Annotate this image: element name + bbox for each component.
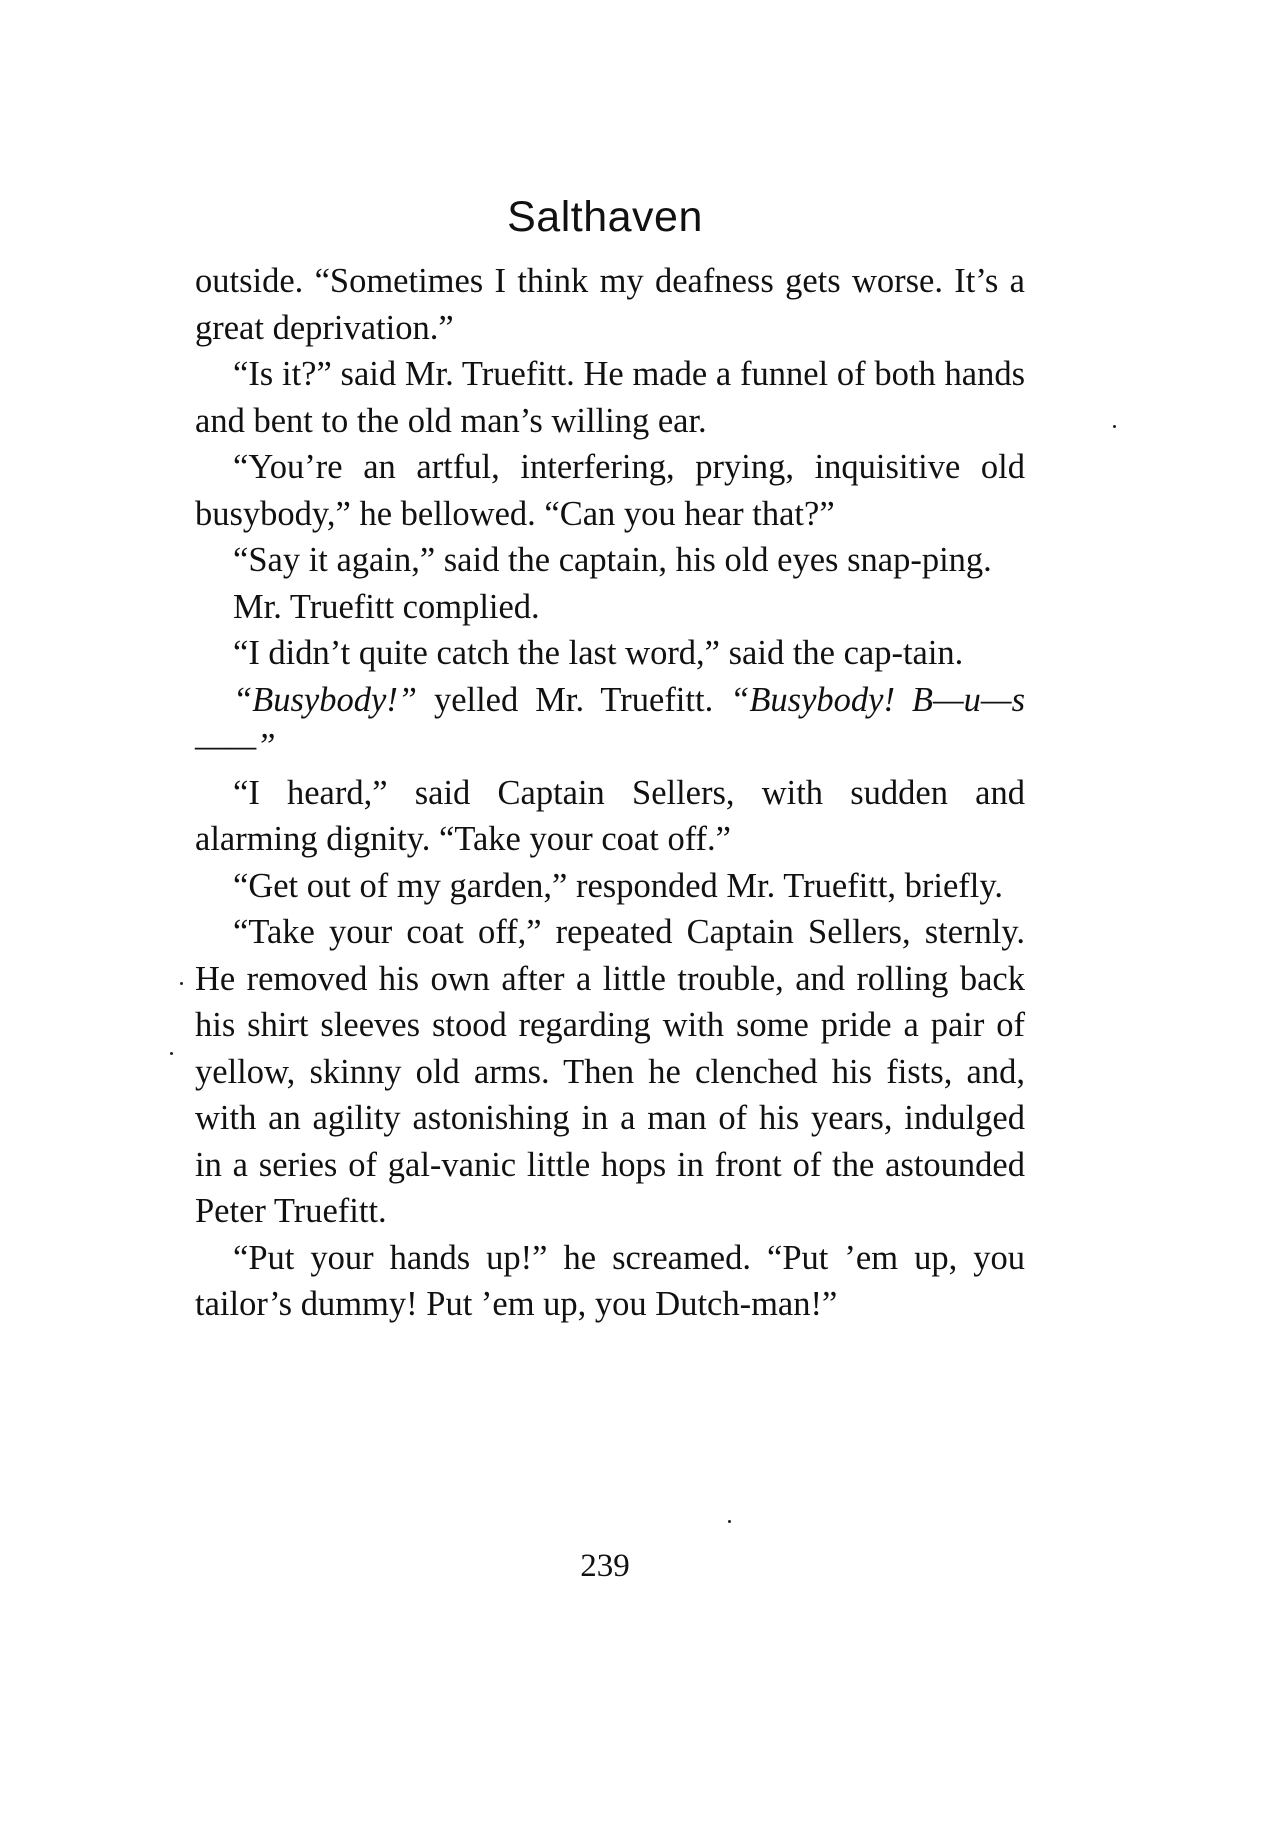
paragraph-2: “Is it?” said Mr. Truefitt. He made a funnel of both hands and bent to the old man’s willing ear. <box>195 355 1025 440</box>
paragraph-4: “Say it again,” said the captain, his old eyes snap-ping. <box>233 541 992 579</box>
paragraph-1: outside. “Sometimes I think my deafness gets worse. It’s a great deprivation.” <box>195 262 1025 347</box>
paragraph-10: “Take your coat off,” repeated Captain Sellers, sternly. He removed his own after a little trouble, and rolling back his shirt sleeves stood regarding with some pride a pair of yellow, skinny old arms. Then he clenched his fists, and, with an agility astonishing in a man of his years, indulged in a series of gal-vanic little hops in front of the astounded Peter Truefitt. <box>195 913 1025 1230</box>
shout-busybody-1: “Busybody!” <box>233 680 417 719</box>
running-head: Salthaven <box>507 193 703 241</box>
paragraph-3: “You’re an artful, interfering, prying, inquisitive old busybody,” he bellowed. “Can you hear that?” <box>195 448 1025 533</box>
print-speck <box>180 982 183 985</box>
print-speck <box>1113 425 1116 428</box>
paragraph-7 <box>195 677 1025 770</box>
paragraph-9: “Get out of my garden,” responded Mr. Truefitt, briefly. <box>233 866 1004 905</box>
paragraph-8: “I heard,” said Captain Sellers, with sudden and alarming dignity. “Take your coat off.” <box>195 773 1025 858</box>
paragraph-5: Mr. Truefitt complied. <box>233 587 540 626</box>
yelled-text: yelled Mr. Truefitt. <box>417 680 731 719</box>
paragraph-6: “I didn’t quite catch the last word,” said the cap-tain. <box>233 634 964 672</box>
body-text <box>195 258 1025 1328</box>
print-speck <box>728 1520 731 1523</box>
page-number: 239 <box>580 1548 630 1584</box>
print-speck <box>170 1052 173 1055</box>
shout-busybody-2: “Busybody! B—u—s——” <box>195 680 1026 765</box>
paragraph-11: “Put your hands up!” he screamed. “Put ’em up, you tailor’s dummy! Put ’em up, you Dutch-man!” <box>195 1238 1025 1323</box>
